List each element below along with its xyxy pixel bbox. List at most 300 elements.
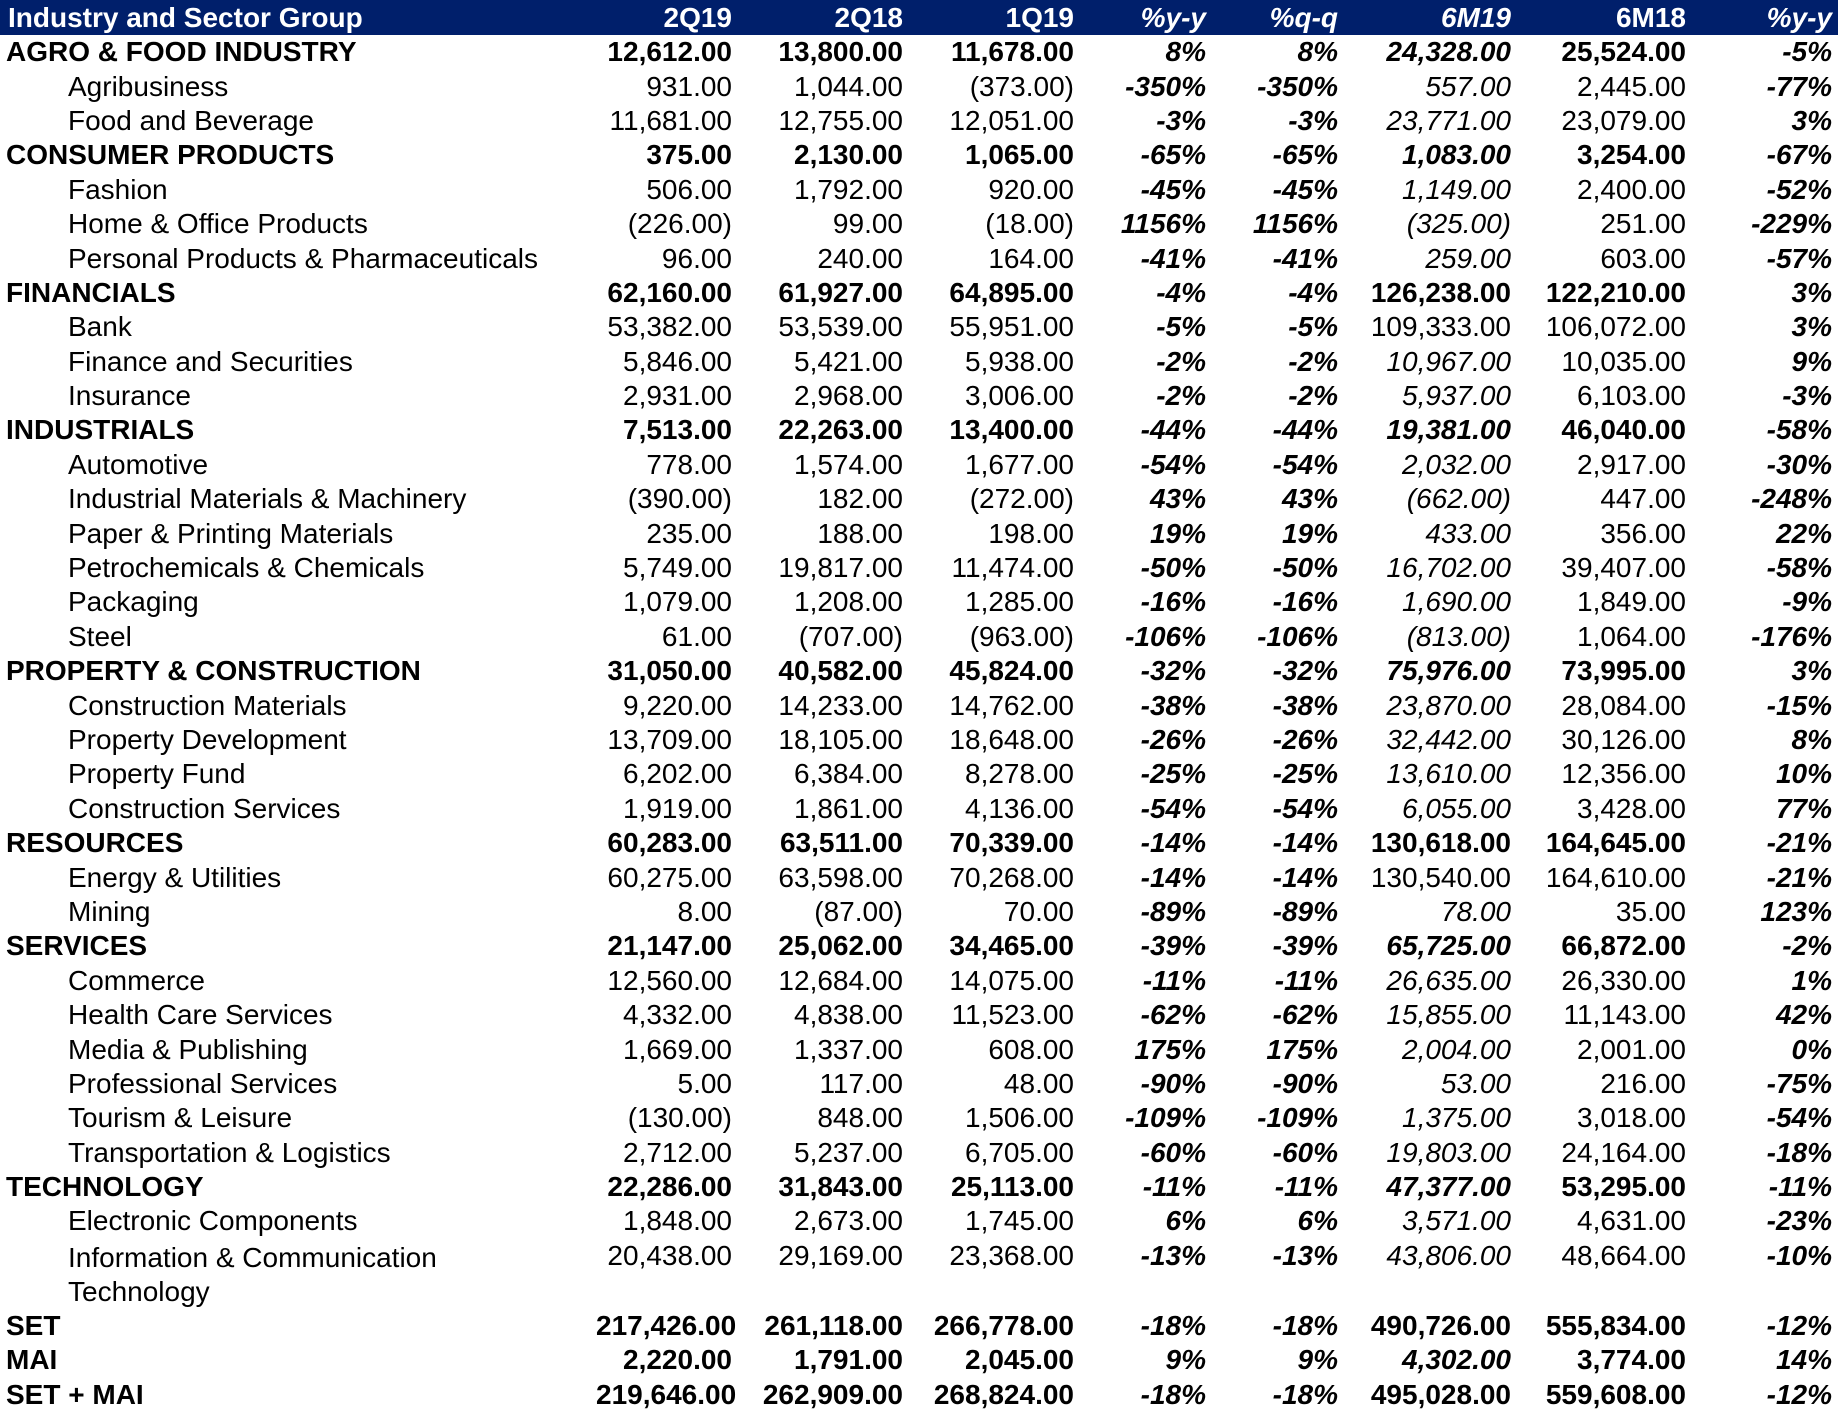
sector-row xyxy=(0,1136,1838,1170)
cell-6m19: 495,028.00 xyxy=(1370,1378,1511,1410)
cell-yy: -54% xyxy=(1140,448,1206,480)
cell-qq: -65% xyxy=(1272,139,1338,171)
cell-1q19: 1,285.00 xyxy=(965,586,1074,618)
cell-6m19: 13,610.00 xyxy=(1386,758,1511,790)
cell-yy: -109% xyxy=(1125,1102,1206,1134)
cell-yy-6m: -3% xyxy=(1782,380,1832,412)
cell-6m18: 10,035.00 xyxy=(1561,345,1686,377)
cell-yy: -14% xyxy=(1140,827,1206,859)
cell-2q19: 931.00 xyxy=(646,70,732,102)
cell-1q19: 70.00 xyxy=(1003,895,1074,927)
cell-qq: -4% xyxy=(1288,276,1338,308)
cell-2q18: 1,791.00 xyxy=(794,1344,903,1376)
cell-6m19: 1,690.00 xyxy=(1402,586,1511,618)
cell-yy: -62% xyxy=(1140,999,1206,1031)
cell-6m19: 16,702.00 xyxy=(1386,552,1511,584)
header-sector: Industry and Sector Group xyxy=(0,0,590,35)
cell-yy-6m: -18% xyxy=(1766,1136,1832,1168)
cell-6m18: 4,631.00 xyxy=(1577,1205,1686,1237)
cell-2q18: 29,169.00 xyxy=(778,1239,903,1271)
cell-yy-6m: 3% xyxy=(1791,104,1832,136)
cell-2q19: 8.00 xyxy=(677,895,732,927)
cell-6m18: 66,872.00 xyxy=(1561,930,1686,962)
cell-yy: 43% xyxy=(1149,483,1206,515)
cell-yy: -3% xyxy=(1156,104,1206,136)
cell-1q19: 55,951.00 xyxy=(949,311,1074,343)
cell-qq: -39% xyxy=(1272,930,1338,962)
cell-qq: -38% xyxy=(1272,689,1338,721)
row-label: Property Development xyxy=(68,724,347,755)
row-label: Media & Publishing xyxy=(68,1033,308,1065)
cell-2q18: 14,233.00 xyxy=(778,689,903,721)
cell-6m19: 4,302.00 xyxy=(1402,1344,1511,1376)
cell-1q19: 12,051.00 xyxy=(949,104,1074,136)
header-row xyxy=(0,0,1838,35)
cell-yy: -54% xyxy=(1140,792,1206,824)
cell-2q18: 188.00 xyxy=(817,517,903,549)
cell-2q19: 1,848.00 xyxy=(623,1205,732,1237)
row-label: Construction Materials xyxy=(68,689,347,721)
cell-6m18: 164,610.00 xyxy=(1545,861,1686,893)
header-yy: %y-y xyxy=(1080,0,1212,35)
cell-6m18: 25,524.00 xyxy=(1561,36,1686,68)
cell-yy-6m: -2% xyxy=(1782,930,1832,962)
cell-yy: -90% xyxy=(1140,1067,1206,1099)
row-label: INDUSTRIALS xyxy=(6,414,195,446)
cell-2q19: 778.00 xyxy=(646,448,732,480)
cell-2q19: 60,283.00 xyxy=(607,827,732,859)
row-label: Professional Services xyxy=(68,1067,338,1099)
cell-1q19: 5,938.00 xyxy=(965,345,1074,377)
cell-qq: -26% xyxy=(1272,724,1338,755)
cell-yy-6m: -23% xyxy=(1766,1205,1832,1237)
cell-yy-6m: 10% xyxy=(1775,758,1832,790)
header-6m19: 6M19 xyxy=(1344,0,1517,35)
cell-2q19: 7,513.00 xyxy=(623,414,732,446)
cell-6m18: 2,001.00 xyxy=(1577,1033,1686,1065)
row-label: TECHNOLOGY xyxy=(6,1171,204,1203)
cell-2q18: 18,105.00 xyxy=(778,724,903,755)
row-label: Industrial Materials & Machinery xyxy=(68,483,467,515)
cell-2q19: 31,050.00 xyxy=(607,655,732,687)
cell-yy-6m: 1% xyxy=(1791,964,1832,996)
sector-row xyxy=(0,585,1838,619)
cell-6m19: 2,032.00 xyxy=(1402,448,1511,480)
cell-6m19: 6,055.00 xyxy=(1402,792,1511,824)
cell-2q19: 5,846.00 xyxy=(623,345,732,377)
cell-2q19: 5,749.00 xyxy=(623,552,732,584)
cell-yy-6m: -77% xyxy=(1766,70,1832,102)
row-label: Finance and Securities xyxy=(68,345,353,377)
sector-row xyxy=(0,104,1838,138)
row-label: Steel xyxy=(68,620,132,652)
sector-row xyxy=(0,482,1838,516)
cell-1q19: 11,678.00 xyxy=(950,36,1074,68)
cell-2q18: 1,044.00 xyxy=(794,70,903,102)
cell-6m18: 30,126.00 xyxy=(1561,724,1686,755)
row-label: SET + MAI xyxy=(6,1378,144,1410)
cell-6m18: 3,774.00 xyxy=(1577,1344,1686,1376)
cell-1q19: 164.00 xyxy=(988,242,1074,274)
cell-6m19: 15,855.00 xyxy=(1386,999,1511,1031)
cell-6m19: 10,967.00 xyxy=(1386,345,1511,377)
cell-qq: 43% xyxy=(1281,483,1338,515)
group-row xyxy=(0,654,1838,688)
cell-yy: -11% xyxy=(1142,964,1206,996)
cell-6m18: 251.00 xyxy=(1600,208,1686,240)
cell-1q19: 268,824.00 xyxy=(933,1378,1074,1410)
cell-yy: -2% xyxy=(1156,380,1206,412)
cell-6m18: 2,917.00 xyxy=(1577,448,1686,480)
cell-qq: 175% xyxy=(1266,1033,1338,1065)
cell-6m18: 1,849.00 xyxy=(1577,586,1686,618)
sector-row xyxy=(0,1101,1838,1135)
cell-2q18: 12,684.00 xyxy=(778,964,903,996)
cell-6m19: 19,803.00 xyxy=(1386,1136,1511,1168)
sector-row xyxy=(0,551,1838,585)
cell-2q19: (390.00) xyxy=(627,483,732,515)
group-row xyxy=(0,929,1838,963)
cell-1q19: 1,745.00 xyxy=(965,1205,1074,1237)
cell-6m19: 1,083.00 xyxy=(1402,139,1511,171)
cell-yy: -4% xyxy=(1156,276,1206,308)
cell-2q19: 6,202.00 xyxy=(623,758,732,790)
cell-2q19: 20,438.00 xyxy=(607,1239,732,1271)
cell-yy: -60% xyxy=(1140,1136,1206,1168)
sector-row xyxy=(0,1204,1838,1238)
cell-2q19: 53,382.00 xyxy=(607,311,732,343)
sector-row xyxy=(0,345,1838,379)
sector-row xyxy=(0,1032,1838,1066)
sector-row xyxy=(0,792,1838,826)
cell-yy: -14% xyxy=(1140,861,1206,893)
cell-qq: 6% xyxy=(1297,1205,1338,1237)
cell-6m19: 26,635.00 xyxy=(1386,964,1511,996)
cell-6m18: 603.00 xyxy=(1600,242,1686,274)
cell-yy: -2% xyxy=(1156,345,1206,377)
cell-yy: 19% xyxy=(1149,517,1206,549)
cell-yy-6m: -229% xyxy=(1751,208,1832,240)
cell-yy: -44% xyxy=(1140,414,1206,446)
cell-yy-6m: -12% xyxy=(1766,1378,1832,1410)
cell-2q18: 1,792.00 xyxy=(794,173,903,205)
row-label: AGRO & FOOD INDUSTRY xyxy=(6,36,357,68)
cell-6m18: 2,400.00 xyxy=(1577,173,1686,205)
sector-row xyxy=(0,1239,1838,1309)
cell-1q19: 6,705.00 xyxy=(965,1136,1074,1168)
cell-2q18: 31,843.00 xyxy=(778,1171,903,1203)
cell-2q19: 506.00 xyxy=(646,173,732,205)
sector-row xyxy=(0,998,1838,1032)
cell-qq: -50% xyxy=(1272,552,1338,584)
cell-qq: -350% xyxy=(1257,70,1338,102)
row-label: Bank xyxy=(68,311,132,343)
cell-qq: -54% xyxy=(1272,448,1338,480)
cell-6m18: 3,428.00 xyxy=(1577,792,1686,824)
cell-2q19: (226.00) xyxy=(627,208,732,240)
cell-2q18: 262,909.00 xyxy=(762,1378,903,1410)
cell-qq: -13% xyxy=(1272,1239,1338,1271)
cell-6m18: 6,103.00 xyxy=(1577,380,1686,412)
cell-6m18: 122,210.00 xyxy=(1545,276,1686,308)
header-1q19: 1Q19 xyxy=(909,0,1080,35)
cell-6m19: 23,870.00 xyxy=(1386,689,1511,721)
cell-2q18: 22,263.00 xyxy=(778,414,903,446)
cell-yy-6m: -12% xyxy=(1766,1309,1832,1341)
cell-yy: -32% xyxy=(1140,655,1206,687)
row-label: Fashion xyxy=(68,173,168,205)
cell-2q19: 1,919.00 xyxy=(623,792,732,824)
cell-2q19: 12,612.00 xyxy=(607,36,732,68)
sector-row xyxy=(0,69,1838,103)
cell-6m19: 126,238.00 xyxy=(1370,276,1511,308)
cell-6m18: 28,084.00 xyxy=(1561,689,1686,721)
row-label: PROPERTY & CONSTRUCTION xyxy=(6,655,421,687)
row-label: CONSUMER PRODUCTS xyxy=(6,139,335,171)
cell-2q18: 63,598.00 xyxy=(778,861,903,893)
cell-1q19: 48.00 xyxy=(1003,1067,1074,1099)
cell-2q18: 6,384.00 xyxy=(794,758,903,790)
cell-6m18: 447.00 xyxy=(1600,483,1686,515)
cell-2q18: 53,539.00 xyxy=(778,311,903,343)
cell-1q19: 4,136.00 xyxy=(965,792,1074,824)
cell-1q19: 34,465.00 xyxy=(949,930,1074,962)
cell-2q18: 5,237.00 xyxy=(794,1136,903,1168)
cell-1q19: 14,762.00 xyxy=(949,689,1074,721)
cell-2q19: 2,712.00 xyxy=(623,1136,732,1168)
cell-yy-6m: 8% xyxy=(1791,724,1832,755)
row-label: Insurance xyxy=(68,380,191,412)
cell-2q19: 4,332.00 xyxy=(623,999,732,1031)
cell-6m19: 109,333.00 xyxy=(1370,311,1511,343)
cell-yy: -350% xyxy=(1125,70,1206,102)
sector-row xyxy=(0,964,1838,998)
cell-qq: -18% xyxy=(1272,1378,1338,1410)
cell-2q19: 219,646.00 xyxy=(596,1378,737,1410)
cell-yy: -25% xyxy=(1140,758,1206,790)
cell-6m18: 12,356.00 xyxy=(1561,758,1686,790)
group-row xyxy=(0,826,1838,860)
cell-2q18: 13,800.00 xyxy=(778,36,903,68)
cell-6m19: 259.00 xyxy=(1425,242,1511,274)
cell-6m18: 1,064.00 xyxy=(1577,620,1686,652)
cell-qq: -14% xyxy=(1272,827,1338,859)
row-label: Transportation & Logistics xyxy=(68,1136,391,1168)
cell-2q19: 11,681.00 xyxy=(609,104,732,136)
row-label: Automotive xyxy=(68,448,209,480)
cell-1q19: 70,268.00 xyxy=(949,861,1074,893)
header-2q18: 2Q18 xyxy=(738,0,909,35)
cell-qq: -44% xyxy=(1272,414,1338,446)
cell-2q19: 235.00 xyxy=(646,517,732,549)
cell-yy: -16% xyxy=(1140,586,1206,618)
cell-1q19: 266,778.00 xyxy=(933,1309,1074,1341)
cell-qq: -3% xyxy=(1288,104,1338,136)
cell-1q19: 45,824.00 xyxy=(949,655,1074,687)
cell-yy: -65% xyxy=(1140,139,1206,171)
cell-2q18: 2,130.00 xyxy=(794,139,903,171)
cell-1q19: 920.00 xyxy=(988,173,1074,205)
cell-2q18: 25,062.00 xyxy=(778,930,903,962)
cell-2q18: 19,817.00 xyxy=(778,552,903,584)
cell-2q18: 240.00 xyxy=(817,242,903,274)
cell-yy: 9% xyxy=(1165,1344,1206,1376)
sector-row xyxy=(0,310,1838,344)
cell-1q19: 3,006.00 xyxy=(965,380,1074,412)
row-label: Electronic Components xyxy=(68,1205,358,1237)
cell-2q18: 5,421.00 xyxy=(794,345,903,377)
cell-2q18: 1,574.00 xyxy=(794,448,903,480)
cell-qq: 19% xyxy=(1281,517,1338,549)
row-label: MAI xyxy=(6,1344,58,1376)
cell-6m19: 1,375.00 xyxy=(1402,1102,1511,1134)
cell-yy-6m: 3% xyxy=(1791,311,1832,343)
cell-yy-6m: -57% xyxy=(1766,242,1832,274)
cell-6m19: 1,149.00 xyxy=(1402,173,1511,205)
cell-6m19: (813.00) xyxy=(1406,620,1511,652)
cell-1q19: 8,278.00 xyxy=(965,758,1074,790)
cell-1q19: (272.00) xyxy=(969,483,1074,515)
cell-6m18: 73,995.00 xyxy=(1561,655,1686,687)
cell-6m18: 356.00 xyxy=(1600,517,1686,549)
cell-1q19: (373.00) xyxy=(969,70,1074,102)
cell-yy-6m: -30% xyxy=(1766,448,1832,480)
cell-2q19: 2,220.00 xyxy=(623,1344,732,1376)
cell-6m18: 39,407.00 xyxy=(1561,552,1686,584)
cell-6m18: 106,072.00 xyxy=(1545,311,1686,343)
cell-1q19: 14,075.00 xyxy=(949,964,1074,996)
sector-row xyxy=(0,688,1838,722)
cell-qq: -45% xyxy=(1272,173,1338,205)
cell-qq: 9% xyxy=(1297,1344,1338,1376)
sector-row xyxy=(0,448,1838,482)
row-label: Personal Products & Pharmaceuticals xyxy=(68,242,538,274)
cell-6m19: 78.00 xyxy=(1440,895,1511,927)
cell-yy-6m: 123% xyxy=(1760,895,1832,927)
cell-6m18: 46,040.00 xyxy=(1561,414,1686,446)
row-label: Agribusiness xyxy=(68,70,229,102)
table-header xyxy=(0,0,1838,35)
cell-2q19: 60,275.00 xyxy=(607,861,732,893)
cell-2q19: 375.00 xyxy=(646,139,732,171)
cell-6m19: 32,442.00 xyxy=(1386,724,1511,755)
cell-yy-6m: 3% xyxy=(1791,276,1832,308)
cell-2q18: 1,861.00 xyxy=(794,792,903,824)
cell-qq: -54% xyxy=(1272,792,1338,824)
cell-6m19: 2,004.00 xyxy=(1402,1033,1511,1065)
cell-2q18: 99.00 xyxy=(832,208,903,240)
sector-row xyxy=(0,379,1838,413)
row-label: Food and Beverage xyxy=(68,104,314,136)
cell-6m19: 433.00 xyxy=(1425,517,1511,549)
cell-2q19: 12,560.00 xyxy=(607,964,732,996)
cell-1q19: 1,065.00 xyxy=(965,139,1074,171)
cell-6m19: 53.00 xyxy=(1440,1067,1511,1099)
cell-6m19: 3,571.00 xyxy=(1402,1205,1511,1237)
cell-1q19: 2,045.00 xyxy=(965,1344,1074,1376)
cell-qq: -60% xyxy=(1272,1136,1338,1168)
group-row xyxy=(0,35,1838,69)
cell-yy-6m: -67% xyxy=(1766,139,1832,171)
cell-yy-6m: -9% xyxy=(1782,586,1832,618)
cell-yy-6m: -176% xyxy=(1751,620,1832,652)
cell-2q18: 1,208.00 xyxy=(794,586,903,618)
group-row xyxy=(0,276,1838,310)
cell-qq: 8% xyxy=(1297,36,1338,68)
cell-1q19: 64,895.00 xyxy=(949,276,1074,308)
cell-yy-6m: -75% xyxy=(1766,1067,1832,1099)
cell-6m18: 3,018.00 xyxy=(1577,1102,1686,1134)
cell-2q18: (87.00) xyxy=(814,895,903,927)
cell-6m18: 3,254.00 xyxy=(1577,139,1686,171)
cell-1q19: 198.00 xyxy=(988,517,1074,549)
cell-2q18: 261,118.00 xyxy=(764,1309,903,1341)
cell-yy-6m: -21% xyxy=(1766,827,1832,859)
cell-qq: -32% xyxy=(1272,655,1338,687)
cell-yy-6m: 22% xyxy=(1775,517,1832,549)
cell-qq: -89% xyxy=(1272,895,1338,927)
cell-6m19: 65,725.00 xyxy=(1386,930,1511,962)
cell-qq: 1156% xyxy=(1252,208,1338,240)
cell-2q18: 40,582.00 xyxy=(778,655,903,687)
row-label: RESOURCES xyxy=(6,827,184,859)
row-label: Packaging xyxy=(68,586,199,618)
cell-1q19: 1,506.00 xyxy=(965,1102,1074,1134)
cell-qq: -2% xyxy=(1288,380,1338,412)
cell-2q19: 1,079.00 xyxy=(623,586,732,618)
cell-yy: 8% xyxy=(1165,36,1206,68)
sector-row xyxy=(0,1067,1838,1101)
cell-2q19: 217,426.00 xyxy=(596,1309,737,1341)
cell-2q19: 5.00 xyxy=(677,1067,732,1099)
cell-2q19: 21,147.00 xyxy=(607,930,732,962)
cell-2q19: (130.00) xyxy=(627,1102,732,1134)
row-label: Mining xyxy=(68,895,151,927)
cell-6m19: 75,976.00 xyxy=(1386,655,1511,687)
cell-6m19: 23,771.00 xyxy=(1386,104,1511,136)
cell-6m18: 26,330.00 xyxy=(1561,964,1686,996)
cell-yy: -26% xyxy=(1140,724,1206,755)
cell-yy-6m: 42% xyxy=(1775,999,1832,1031)
cell-yy: -106% xyxy=(1125,620,1206,652)
sector-row xyxy=(0,173,1838,207)
table-body xyxy=(0,35,1838,1412)
cell-yy: -41% xyxy=(1140,242,1206,274)
cell-6m18: 2,445.00 xyxy=(1577,70,1686,102)
cell-qq: -18% xyxy=(1272,1309,1338,1341)
cell-2q18: (707.00) xyxy=(798,620,903,652)
cell-6m18: 559,608.00 xyxy=(1545,1378,1686,1410)
cell-2q18: 2,673.00 xyxy=(794,1205,903,1237)
sector-row xyxy=(0,723,1838,757)
cell-1q19: (963.00) xyxy=(969,620,1074,652)
cell-2q18: 848.00 xyxy=(817,1102,903,1134)
cell-1q19: 608.00 xyxy=(988,1033,1074,1065)
cell-2q18: 1,337.00 xyxy=(794,1033,903,1065)
cell-6m18: 11,143.00 xyxy=(1563,999,1686,1031)
cell-6m19: 130,618.00 xyxy=(1370,827,1511,859)
cell-2q19: 96.00 xyxy=(661,242,732,274)
cell-1q19: 70,339.00 xyxy=(949,827,1074,859)
cell-1q19: (18.00) xyxy=(985,208,1074,240)
sector-row xyxy=(0,241,1838,275)
cell-yy-6m: -5% xyxy=(1782,36,1832,68)
sector-row xyxy=(0,860,1838,894)
cell-qq: -16% xyxy=(1272,586,1338,618)
cell-1q19: 23,368.00 xyxy=(949,1239,1074,1271)
cell-6m18: 216.00 xyxy=(1600,1067,1686,1099)
header-2q19: 2Q19 xyxy=(590,0,738,35)
